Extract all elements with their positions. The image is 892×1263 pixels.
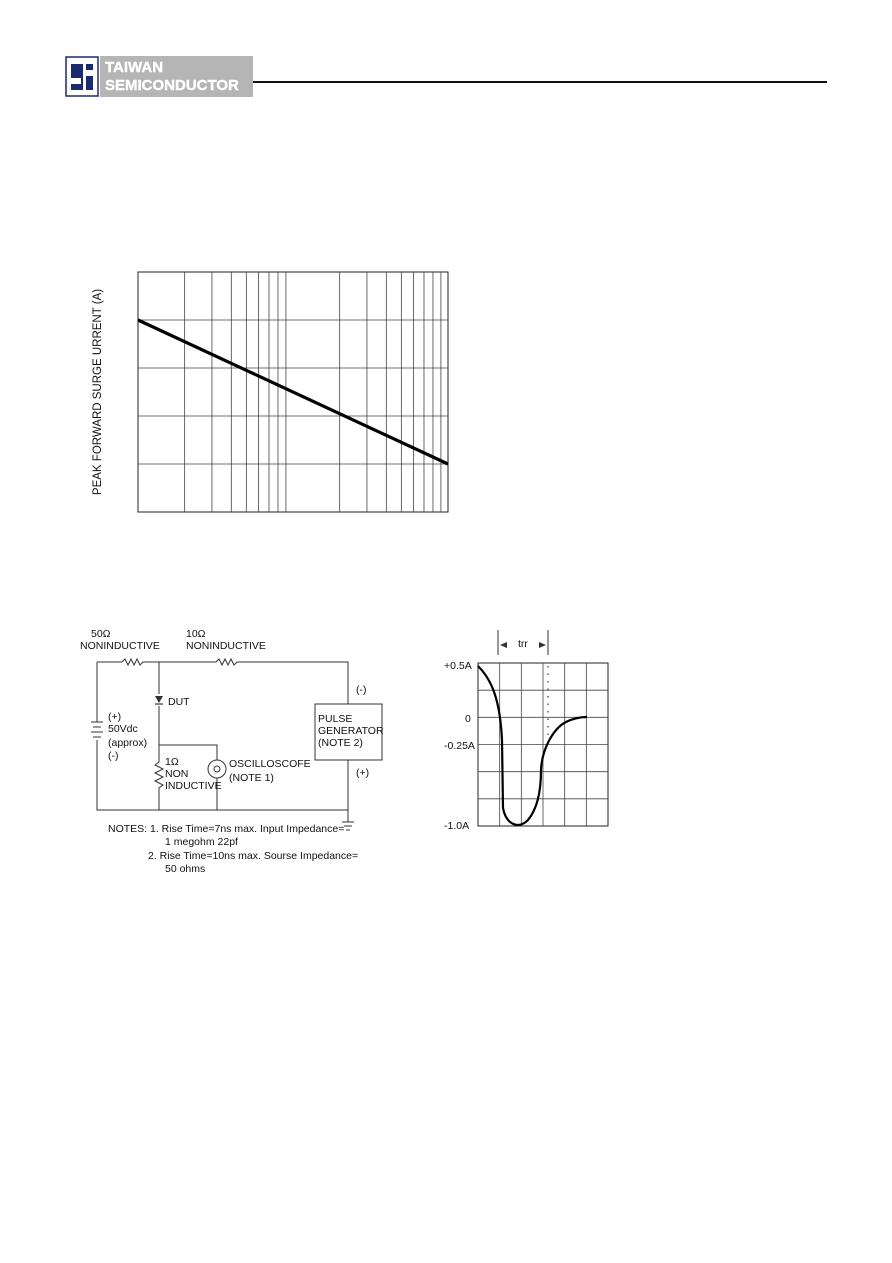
r3-value: 1Ω [165, 756, 179, 768]
tick-minus-10a: -1.0A [444, 820, 470, 832]
battery-approx: (approx) [108, 737, 148, 749]
note-1: NOTES: 1. Rise Time=7ns max. Input Impedance= [108, 823, 345, 835]
pulse-line2: GENERATOR [318, 725, 384, 737]
tick-minus-025a: -0.25A [444, 740, 475, 752]
r3-line2: INDUCTIVE [165, 780, 222, 792]
brand-line2: SEMICONDUCTOR [105, 77, 239, 94]
tick-zero: 0 [465, 713, 471, 725]
r2-value: 10Ω [186, 628, 206, 640]
battery-plus: (+) [108, 711, 122, 723]
pulse-line1: PULSE [318, 713, 353, 725]
scope-line2: (NOTE 1) [229, 772, 274, 784]
r1-type: NONINDUCTIVE [80, 640, 160, 652]
dut-label: DUT [168, 696, 190, 708]
battery-minus: (-) [108, 750, 119, 762]
tick-plus-05a: +0.5A [444, 660, 472, 672]
note-2: 2. Rise Time=10ns max. Sourse Impedance= [148, 850, 359, 862]
brand-line1: TAIWAN [105, 59, 164, 76]
pulse-line3: (NOTE 2) [318, 737, 363, 749]
battery-voltage: 50Vdc [108, 723, 138, 735]
pulse-plus: (+) [356, 767, 370, 779]
r3-line1: NON [165, 768, 189, 780]
r1-value: 50Ω [91, 628, 111, 640]
pulse-minus: (-) [356, 684, 367, 696]
note-2b: 50 ohms [165, 863, 206, 875]
note-1b: 1 megohm 22pf [165, 836, 238, 848]
scope-line1: OSCILLOSCOFE [229, 758, 311, 770]
r2-type: NONINDUCTIVE [186, 640, 266, 652]
surge-chart-ylabel: PEAK FORWARD SURGE URRENT (A) [92, 288, 104, 496]
trr-label: trr [518, 638, 528, 650]
